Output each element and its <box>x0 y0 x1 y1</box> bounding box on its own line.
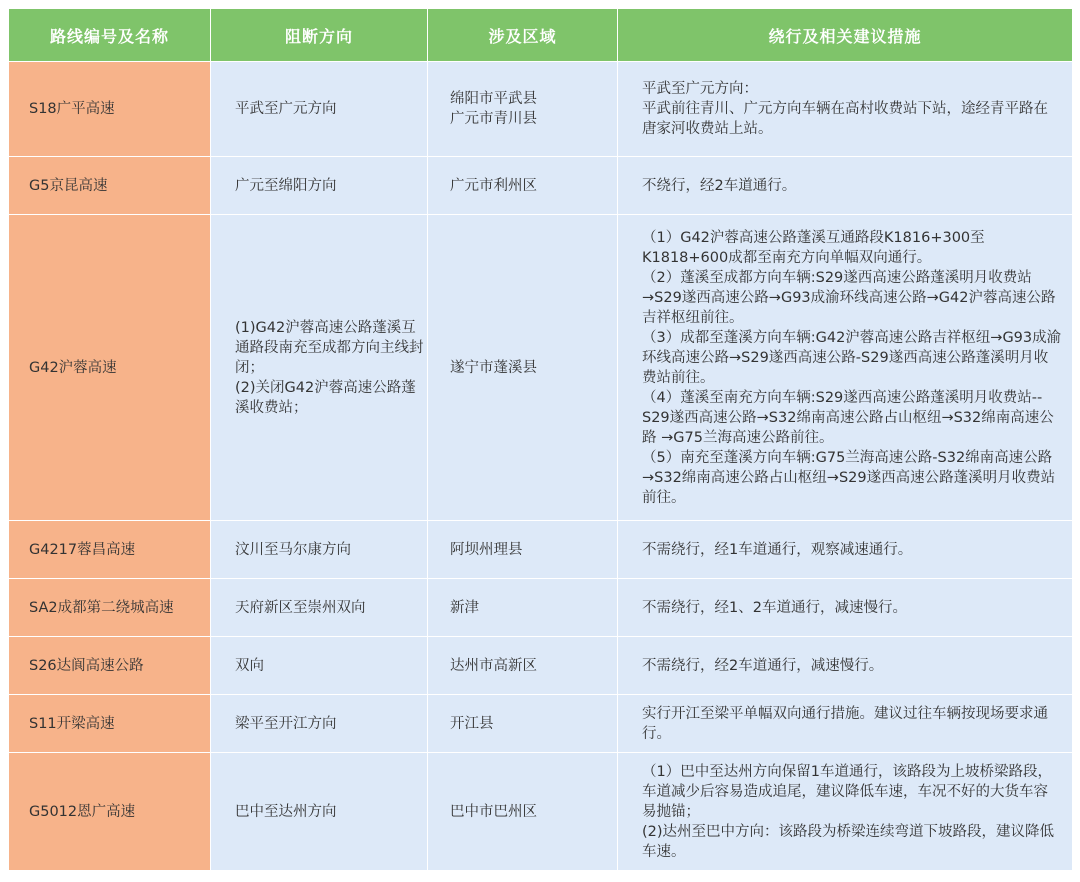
table-row <box>9 215 1073 521</box>
advice-cell: 平武至广元方向： 平武前往青川、广元方向车辆在高村收费站下站，途经青平路在唐家河收费站上站。 <box>618 62 1073 157</box>
area-cell: 达州市高新区 <box>428 637 618 695</box>
header-route: 路线编号及名称 <box>9 9 211 62</box>
table-row <box>9 695 1073 753</box>
table-row <box>9 753 1073 871</box>
table-row <box>9 521 1073 579</box>
direction-cell: 天府新区至崇州双向 <box>211 579 428 637</box>
advice-cell: 不需绕行，经1、2车道通行，减速慢行。 <box>618 579 1073 637</box>
area-cell: 开江县 <box>428 695 618 753</box>
route-cell: S26达阆高速公路 <box>9 637 211 695</box>
advice-cell: 不需绕行，经1车道通行，观察减速通行。 <box>618 521 1073 579</box>
header-area: 涉及区域 <box>428 9 618 62</box>
direction-cell: 汶川至马尔康方向 <box>211 521 428 579</box>
header-direction: 阻断方向 <box>211 9 428 62</box>
route-cell: S11开梁高速 <box>9 695 211 753</box>
area-cell: 新津 <box>428 579 618 637</box>
table-row <box>9 157 1073 215</box>
direction-cell: 梁平至开江方向 <box>211 695 428 753</box>
direction-cell: (1)G42沪蓉高速公路蓬溪互通路段南充至成都方向主线封闭； (2)关闭G42沪蓉高速公路蓬溪收费站； <box>211 215 428 521</box>
table-row <box>9 637 1073 695</box>
advice-cell: （1）巴中至达州方向保留1车道通行，该路段为上坡桥梁路段，车道减少后容易造成追尾，建议降低车速，车况不好的大货车容易抛锚； (2)达州至巴中方向：该路段为桥梁连续弯道下坡路段，建议降低车速。 <box>618 753 1073 871</box>
table-row <box>9 579 1073 637</box>
header-advice: 绕行及相关建议措施 <box>618 9 1073 62</box>
area-cell: 巴中市巴州区 <box>428 753 618 871</box>
direction-cell: 巴中至达州方向 <box>211 753 428 871</box>
header-row <box>9 9 1073 62</box>
area-cell: 绵阳市平武县 广元市青川县 <box>428 62 618 157</box>
closure-table <box>8 8 1073 871</box>
route-cell: G4217蓉昌高速 <box>9 521 211 579</box>
direction-cell: 双向 <box>211 637 428 695</box>
direction-cell: 广元至绵阳方向 <box>211 157 428 215</box>
area-cell: 广元市利州区 <box>428 157 618 215</box>
direction-cell: 平武至广元方向 <box>211 62 428 157</box>
route-cell: G42沪蓉高速 <box>9 215 211 521</box>
advice-cell: （1）G42沪蓉高速公路蓬溪互通路段K1816+300至K1818+600成都至南充方向单幅双向通行。 （2）蓬溪至成都方向车辆:S29遂西高速公路蓬溪明月收费站→S29遂西高速公路→G93成渝环线高速公路→G42沪蓉高速公路吉祥枢纽前往。 （3）成都至蓬溪方向车辆:G42沪蓉高速公路吉祥枢纽→G93成渝环线高速公路→S29遂西高速公路-S29遂西高速公路蓬溪明月收费站前往。 （4）蓬溪至南充方向车辆:S29遂西高速公路蓬溪明月收费站--S29遂西高速公路→S32绵南高速公路占山枢纽→S32绵南高速公路 →G75兰海高速公路前往。 （5）南充至蓬溪方向车辆:G75兰海高速公路-S32绵南高速公路→S32绵南高速公路占山枢纽→S29遂西高速公路蓬溪明月收费站前往。 <box>618 215 1073 521</box>
route-cell: G5012恩广高速 <box>9 753 211 871</box>
area-cell: 遂宁市蓬溪县 <box>428 215 618 521</box>
table-row <box>9 62 1073 157</box>
advice-cell: 不绕行，经2车道通行。 <box>618 157 1073 215</box>
advice-cell: 实行开江至梁平单幅双向通行措施。建议过往车辆按现场要求通行。 <box>618 695 1073 753</box>
route-cell: S18广平高速 <box>9 62 211 157</box>
advice-cell: 不需绕行，经2车道通行，减速慢行。 <box>618 637 1073 695</box>
route-cell: SA2成都第二绕城高速 <box>9 579 211 637</box>
area-cell: 阿坝州理县 <box>428 521 618 579</box>
route-cell: G5京昆高速 <box>9 157 211 215</box>
